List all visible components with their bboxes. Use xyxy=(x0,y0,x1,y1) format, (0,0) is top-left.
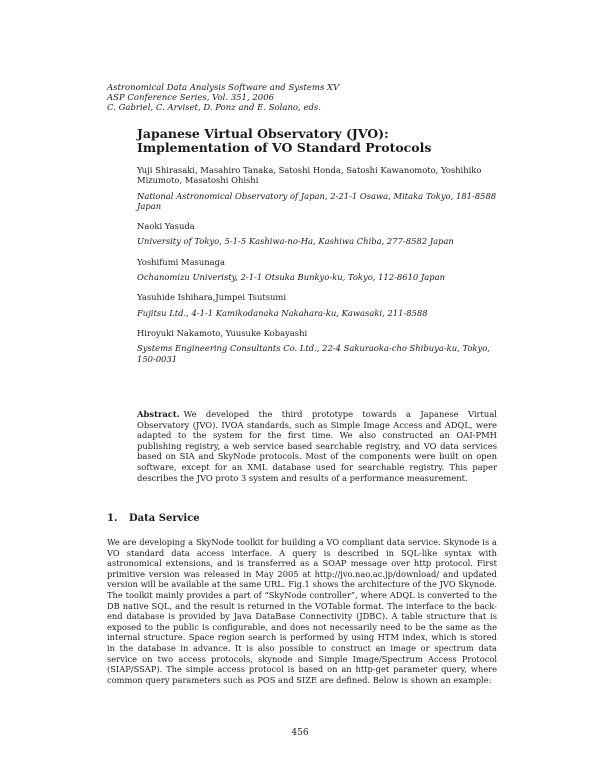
author-affiliations xyxy=(137,165,497,374)
author-names: Hiroyuki Nakamoto, Yuusuke Kobayashi xyxy=(137,327,308,338)
section-heading xyxy=(107,513,200,524)
paper-title: Japanese Virtual Observatory (JVO): Implementation of VO Standard Protocols xyxy=(137,126,432,155)
affiliation-block xyxy=(137,165,497,211)
author-names: Naoki Yasuda xyxy=(137,221,195,232)
institution: Systems Engineering Consultants Co. Ltd., 22-4 Sakuraoka-cho Shibuya-ku, Tokyo, 150-0031 xyxy=(137,343,490,364)
affiliation-block xyxy=(137,221,497,247)
abstract-label: Abstract. xyxy=(137,409,180,419)
affiliation-block xyxy=(137,292,497,318)
institution: National Astronomical Observatory of Japan, 2-21-1 Osawa, Mitaka Tokyo, 181-8588 Japan xyxy=(137,190,497,211)
institution: University of Tokyo, 5-1-5 Kashiwa-no-Ha, Kashiwa Chiba, 277-8582 Japan xyxy=(137,236,454,247)
affiliation-block xyxy=(137,257,497,283)
author-names: Yasuhide Ishihara,Jumpei Tsutsumi xyxy=(137,292,287,303)
author-names: Yoshifumi Masunaga xyxy=(137,256,225,267)
page-number: 456 xyxy=(291,728,309,738)
section-title: Data Service xyxy=(129,513,200,524)
header-line-3: C. Gabriel, C. Arviset, D. Ponz and E. Solano, eds. xyxy=(107,103,321,113)
institution: Ochanomizu Univeristy, 2-1-1 Otsuka Bunkyo-ku, Tokyo, 112-8610 Japan xyxy=(137,272,445,283)
abstract xyxy=(137,409,497,483)
section-body-text: We are developing a SkyNode toolkit for building a VO compliant data service. Skynode is a VO standard data access interface. A query is described in SQL-like syntax with astronomical extensions, and is transferred as a SOAP message over http protocol. First primitive version was released in May 2005 at http://jvo.nao.ac.jp/download/ and updated version will be available at the same URL. Fig.1 shows the architecture of the JVO Skynode. The toolkit mainly provides a part of “SkyNode controller”, where ADQL is converted to the DB native SQL, and the result is returned in the VOTable format. The interface to the back-end database is provided by Java DataBase Connectivity (JDBC). A table structure that is exposed to the public is configurable, and does not necessarily need to be the same as the internal structure. Space region search is performed by using HTM index, which is stored in the database in advance. It is also possible to construct an image or spectrum data service on two access protocols, skynode and Simple Image/Spectrum Access Protocol (SIAP/SSAP). The simple access protocol is based on an http-get parameter query, where common query parameters such as POS and SIZE are defined. Below is shown an example: xyxy=(107,537,497,685)
abstract-text: We developed the third prototype towards a Japanese Virtual Observatory (JVO). IVOA standards, such as Simple Image Access and ADQL, were adapted to the system for the first time. We also constructed an OAI-PMH publishing registry, a web service based searchable registry, and VO data services based on SIA and SkyNode protocols. Most of the components were built on open software, except for an XML database used for searchable registry. This paper describes the JVO proto 3 system and results of a performance measurement. xyxy=(137,409,497,483)
institution: Fujitsu Ltd., 4-1-1 Kamikodanaka Nakahara-ku, Kawasaki, 211-8588 xyxy=(137,307,428,318)
conference-header xyxy=(107,83,527,113)
section-number: 1. xyxy=(107,513,118,524)
header-line-1: Astronomical Data Analysis Software and Systems XV xyxy=(107,83,340,93)
header-line-2: ASP Conference Series, Vol. 351, 2006 xyxy=(107,93,275,103)
affiliation-block xyxy=(137,328,497,364)
author-names: Yuji Shirasaki, Masahiro Tanaka, Satoshi Honda, Satoshi Kawanomoto, Yoshihiko Mizumoto, Masatoshi Ohishi xyxy=(137,165,482,186)
